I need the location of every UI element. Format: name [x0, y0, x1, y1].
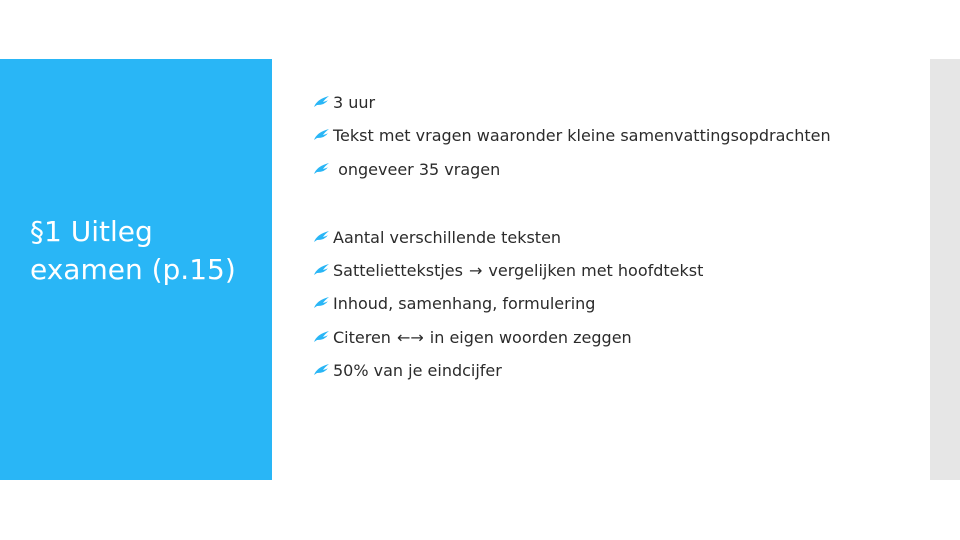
bullet-text: in eigen woorden zeggen: [429, 327, 632, 347]
bullet-text: vergelijken met hoofdtekst: [488, 260, 704, 280]
bullet-text: 50% van je eindcijfer: [333, 360, 502, 380]
bullet-icon: [313, 296, 331, 310]
bullet-text: Satteliettekstjes: [333, 260, 463, 280]
bullet-item: [313, 124, 831, 146]
bullet-icon: [313, 95, 331, 109]
bullet-item: [313, 259, 703, 281]
bullet-text: 3 uur: [333, 92, 376, 112]
bullet-icon: [313, 263, 331, 277]
left-right-arrow-icon: ←→: [396, 327, 424, 347]
bullet-icon: [313, 230, 331, 244]
bullet-list: [313, 0, 913, 540]
bullet-item: [313, 226, 561, 248]
bullet-item: [313, 91, 375, 113]
right-arrow-icon: →: [468, 260, 483, 280]
bullet-item: [313, 292, 595, 314]
bullet-item: [313, 359, 502, 381]
slide-title: §1 Uitleg examen (p.15): [30, 215, 236, 286]
bullet-icon: [313, 162, 331, 176]
bullet-text: Tekst met vragen waaronder kleine samenvattingsopdrachten: [333, 125, 831, 145]
bullet-icon: [313, 128, 331, 142]
bullet-icon: [313, 363, 331, 377]
bullet-text: Inhoud, samenhang, formulering: [333, 293, 596, 313]
bullet-item: [313, 158, 500, 180]
bullet-icon: [313, 330, 331, 344]
bullet-text: Citeren: [333, 327, 391, 347]
bullet-item: [313, 326, 632, 348]
side-bar: [930, 59, 960, 480]
bullet-text: Aantal verschillende teksten: [333, 227, 562, 247]
bullet-text: ongeveer 35 vragen: [333, 159, 501, 179]
